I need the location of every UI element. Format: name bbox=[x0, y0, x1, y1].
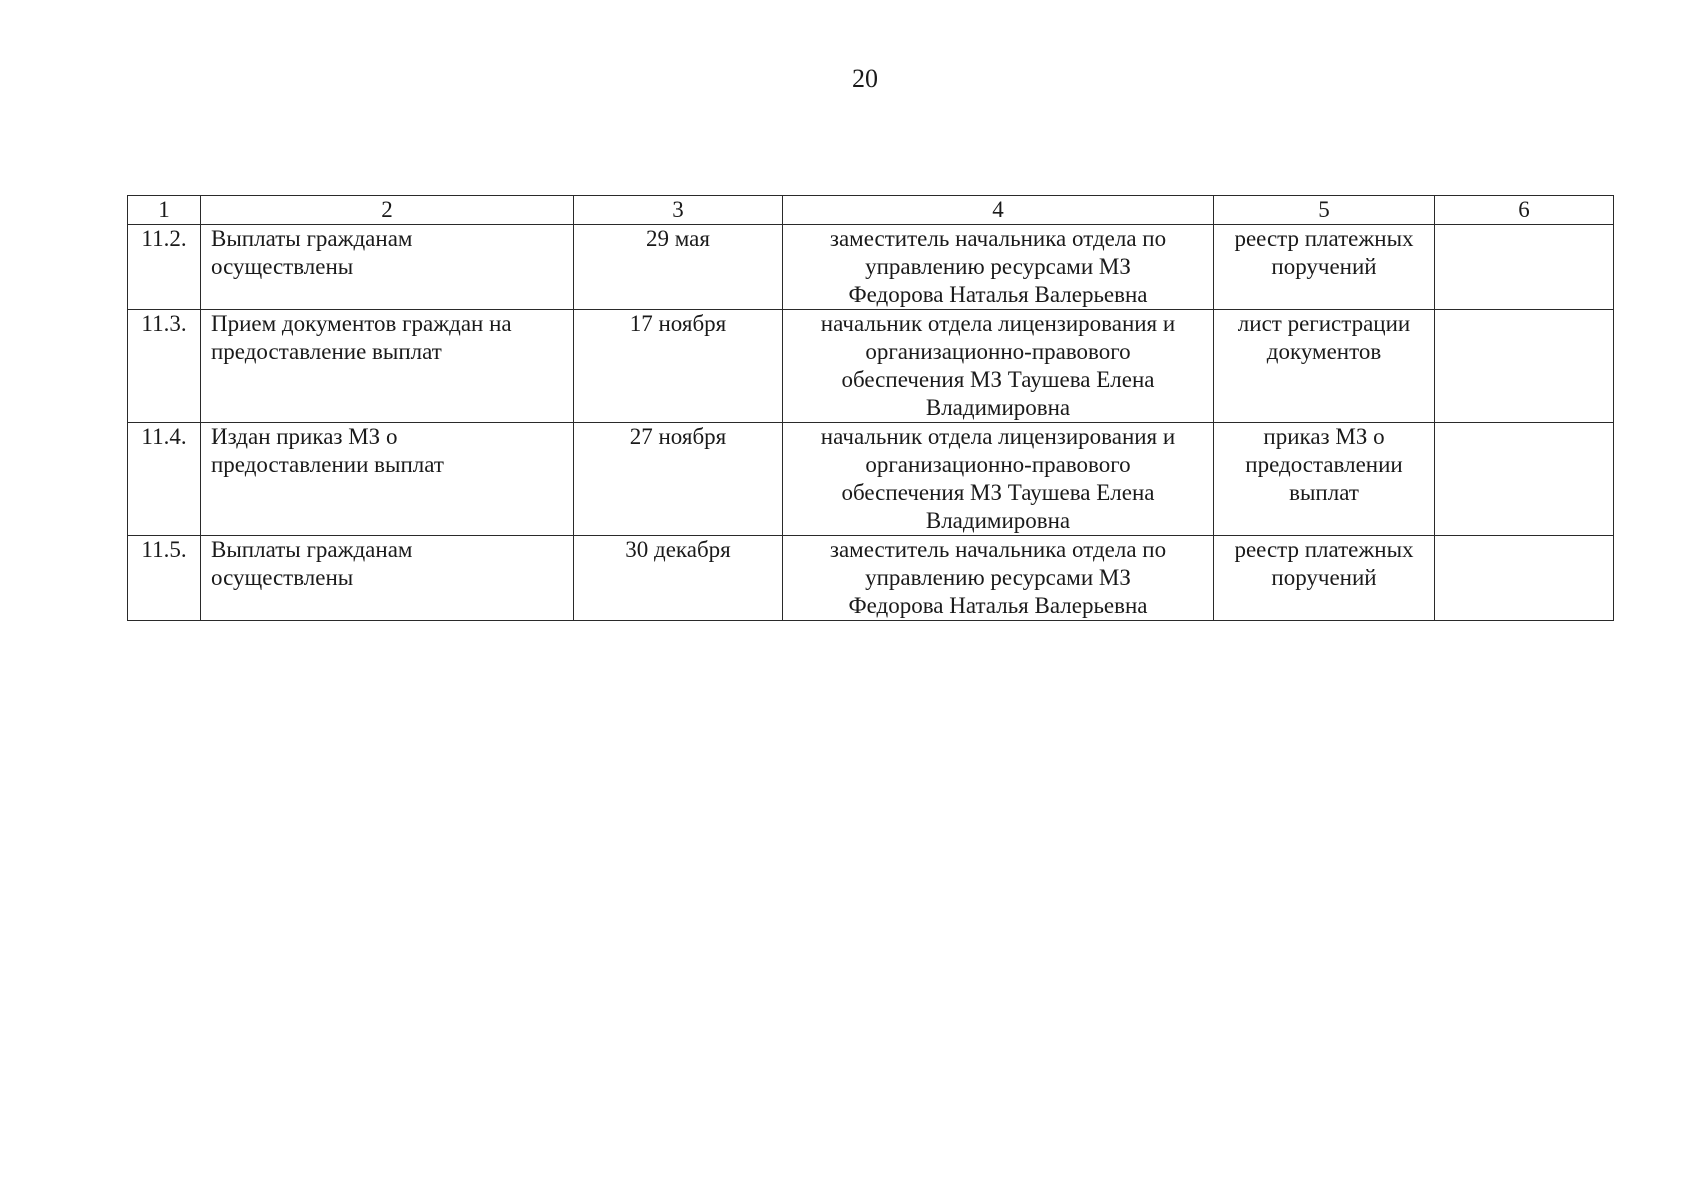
column-number-4: 4 bbox=[783, 196, 1214, 225]
event-name: Прием документов граждан на предоставление выплат bbox=[201, 310, 574, 423]
event-date: 30 декабря bbox=[574, 536, 783, 621]
column-number-3: 3 bbox=[574, 196, 783, 225]
table-row bbox=[128, 536, 1614, 621]
note-cell bbox=[1435, 423, 1614, 536]
result-document: приказ МЗ о предоставлении выплат bbox=[1214, 423, 1435, 536]
result-document: реестр платежных поручений bbox=[1214, 225, 1435, 310]
event-date: 17 ноября bbox=[574, 310, 783, 423]
column-number-1: 1 bbox=[128, 196, 201, 225]
row-number: 11.3. bbox=[128, 310, 201, 423]
table-header-row bbox=[128, 196, 1614, 225]
row-number: 11.2. bbox=[128, 225, 201, 310]
responsible-person: заместитель начальника отдела по управлению ресурсами МЗ Федорова Наталья Валерьевна bbox=[783, 536, 1214, 621]
note-cell bbox=[1435, 310, 1614, 423]
page-number: 20 bbox=[852, 64, 878, 93]
result-document: лист регистрации документов bbox=[1214, 310, 1435, 423]
responsible-person: начальник отдела лицензирования и организационно-правового обеспечения МЗ Таушева Елена Владимировна bbox=[783, 423, 1214, 536]
table-row bbox=[128, 310, 1614, 423]
row-number: 11.5. bbox=[128, 536, 201, 621]
event-name: Выплаты гражданам осуществлены bbox=[201, 536, 574, 621]
event-date: 27 ноября bbox=[574, 423, 783, 536]
responsible-person: заместитель начальника отдела по управлению ресурсами МЗ Федорова Наталья Валерьевна bbox=[783, 225, 1214, 310]
table-row bbox=[128, 423, 1614, 536]
responsible-person: начальник отдела лицензирования и организационно-правового обеспечения МЗ Таушева Елена Владимировна bbox=[783, 310, 1214, 423]
result-document: реестр платежных поручений bbox=[1214, 536, 1435, 621]
plan-table bbox=[127, 195, 1614, 621]
table-row bbox=[128, 225, 1614, 310]
column-number-6: 6 bbox=[1435, 196, 1614, 225]
row-number: 11.4. bbox=[128, 423, 201, 536]
event-date: 29 мая bbox=[574, 225, 783, 310]
column-number-2: 2 bbox=[201, 196, 574, 225]
note-cell bbox=[1435, 536, 1614, 621]
event-name: Издан приказ МЗ о предоставлении выплат bbox=[201, 423, 574, 536]
event-name: Выплаты гражданам осуществлены bbox=[201, 225, 574, 310]
column-number-5: 5 bbox=[1214, 196, 1435, 225]
note-cell bbox=[1435, 225, 1614, 310]
